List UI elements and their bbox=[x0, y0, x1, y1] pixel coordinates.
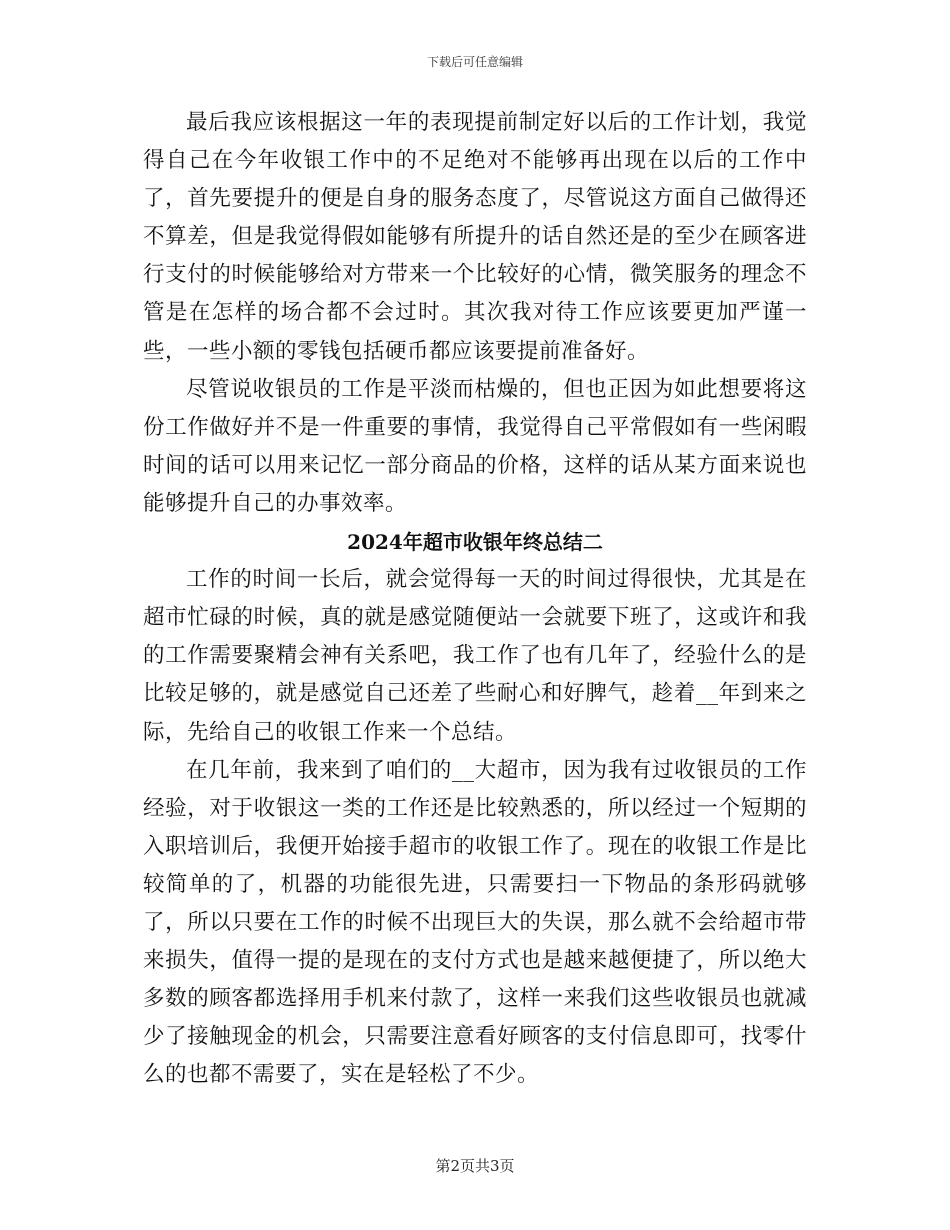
document-body bbox=[143, 104, 807, 1094]
paragraph-1: 最后我应该根据这一年的表现提前制定好以后的工作计划，我觉得自己在今年收银工作中的不足绝对不能够再出现在以后的工作中了，首先要提升的便是自身的服务态度了，尽管说这方面自己做得还不算差，但是我觉得假如能够有所提升的话自然还是的至少在顾客进行支付的时候能够给对方带来一个比较好的心情，微笑服务的理念不管是在怎样的场合都不会过时。其次我对待工作应该要更加严谨一些，一些小额的零钱包括硬币都应该要提前准备好。 bbox=[143, 110, 807, 364]
paragraph-3: 工作的时间一长后，就会觉得每一天的时间过得很快，尤其是在超市忙碌的时候，真的就是感觉随便站一会就要下班了，这或许和我的工作需要聚精会神有关系吧，我工作了也有几年了，经验什么的是比较足够的，就是感觉自己还差了些耐心和好脾气，趁着__年到来之际，先给自己的收银工作来一个总结。 bbox=[143, 567, 807, 745]
paragraph-4: 在几年前，我来到了咱们的__大超市，因为我有过收银员的工作经验，对于收银这一类的工作还是比较熟悉的，所以经过一个短期的入职培训后，我便开始接手超市的收银工作了。现在的收银工作是比较简单的了，机器的功能很先进，只需要扫一下物品的条形码就够了，所以只要在工作的时候不出现巨大的失误，那么就不会给超市带来损失，值得一提的是现在的支付方式也是越来越便捷了，所以绝大多数的顾客都选择用手机来付款了，这样一来我们这些收银员也就减少了接触现金的机会，只需要注意看好顾客的支付信息即可，找零什么的也都不需要了，实在是轻松了不少。 bbox=[143, 757, 807, 1088]
page-number: 第2页共3页 bbox=[435, 1157, 515, 1175]
paragraph-2: 尽管说收银员的工作是平淡而枯燥的，但也正因为如此想要将这份工作做好并不是一件重要的事情，我觉得自己平常假如有一些闲暇时间的话可以用来记忆一部分商品的价格，这样的话从某方面来说也能够提升自己的办事效率。 bbox=[143, 376, 807, 516]
page-header-note: 下载后可任意编辑 bbox=[426, 55, 523, 69]
section-title: 2024年超市收银年终总结二 bbox=[347, 530, 603, 555]
